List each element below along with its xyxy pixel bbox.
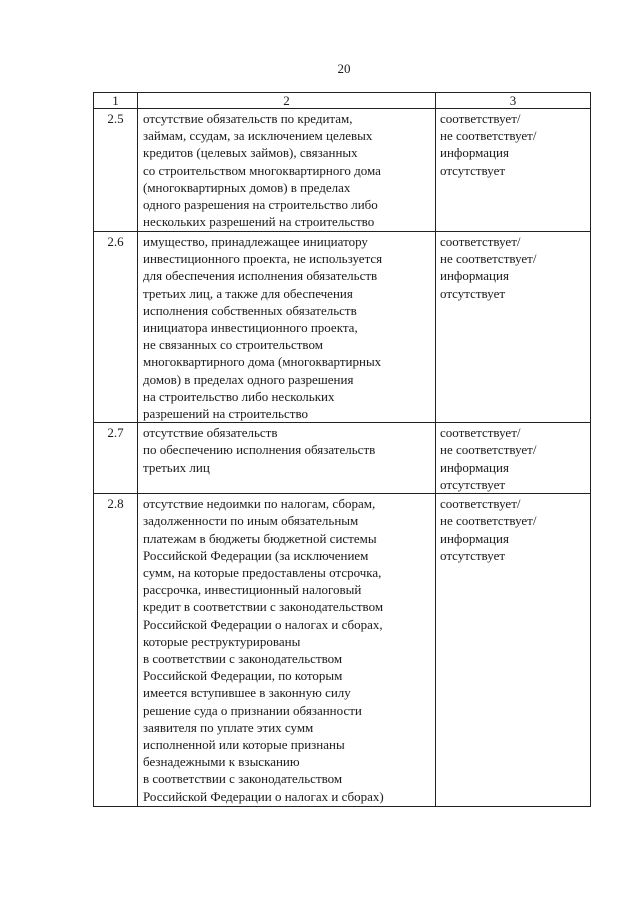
criteria-table xyxy=(93,92,591,807)
table-row xyxy=(94,423,591,494)
table-row xyxy=(94,109,591,232)
row-number: 2.7 xyxy=(94,423,138,494)
row-description: отсутствие недоимки по налогам, сборам, задолженности по иным обязательным платежам в бюджеты бюджетной системы Российской Федерации (за исключением сумм, на которые предоставлены отсрочка, рассрочка, инвестиционный налоговый кредит в соответствии с законодательством Российской Федерации о налогах и сборах, которые реструктурированы в соответствии с законодательством Российской Федерации, по которым имеется вступившее в законную силу решение суда о признании обязанности заявителя по уплате этих сумм исполненной или которые признаны безнадежными к взысканию в соответствии с законодательством Российской Федерации о налогах и сборах) xyxy=(138,494,436,807)
row-description: отсутствие обязательств по обеспечению исполнения обязательств третьих лиц xyxy=(138,423,436,494)
page-number: 20 xyxy=(337,61,351,76)
row-status-options: соответствует/ не соответствует/ информация отсутствует xyxy=(436,232,591,423)
row-number: 2.8 xyxy=(94,494,138,807)
row-description: имущество, принадлежащее инициатору инвестиционного проекта, не используется для обеспечения исполнения обязательств третьих лиц, а также для обеспечения исполнения собственных обязательств инициатора инвестиционного проекта, не связанных со строительством многоквартирного дома (многоквартирных домов) в пределах одного разрешения на строительство либо нескольких разрешений на строительство xyxy=(138,232,436,423)
row-number: 2.6 xyxy=(94,232,138,423)
row-status-options: соответствует/ не соответствует/ информация отсутствует xyxy=(436,423,591,494)
table-row xyxy=(94,232,591,423)
row-status-options: соответствует/ не соответствует/ информация отсутствует xyxy=(436,109,591,232)
column-header-status: 3 xyxy=(436,93,591,109)
table-row xyxy=(94,494,591,807)
row-description: отсутствие обязательств по кредитам, займам, ссудам, за исключением целевых кредитов (целевых займов), связанных со строительством многоквартирного дома (многоквартирных домов) в пределах одного разрешения на строительство либо нескольких разрешений на строительство xyxy=(138,109,436,232)
column-header-description: 2 xyxy=(138,93,436,109)
table-header-row xyxy=(94,93,591,109)
row-number: 2.5 xyxy=(94,109,138,232)
column-header-number: 1 xyxy=(94,93,138,109)
row-status-options: соответствует/ не соответствует/ информация отсутствует xyxy=(436,494,591,807)
